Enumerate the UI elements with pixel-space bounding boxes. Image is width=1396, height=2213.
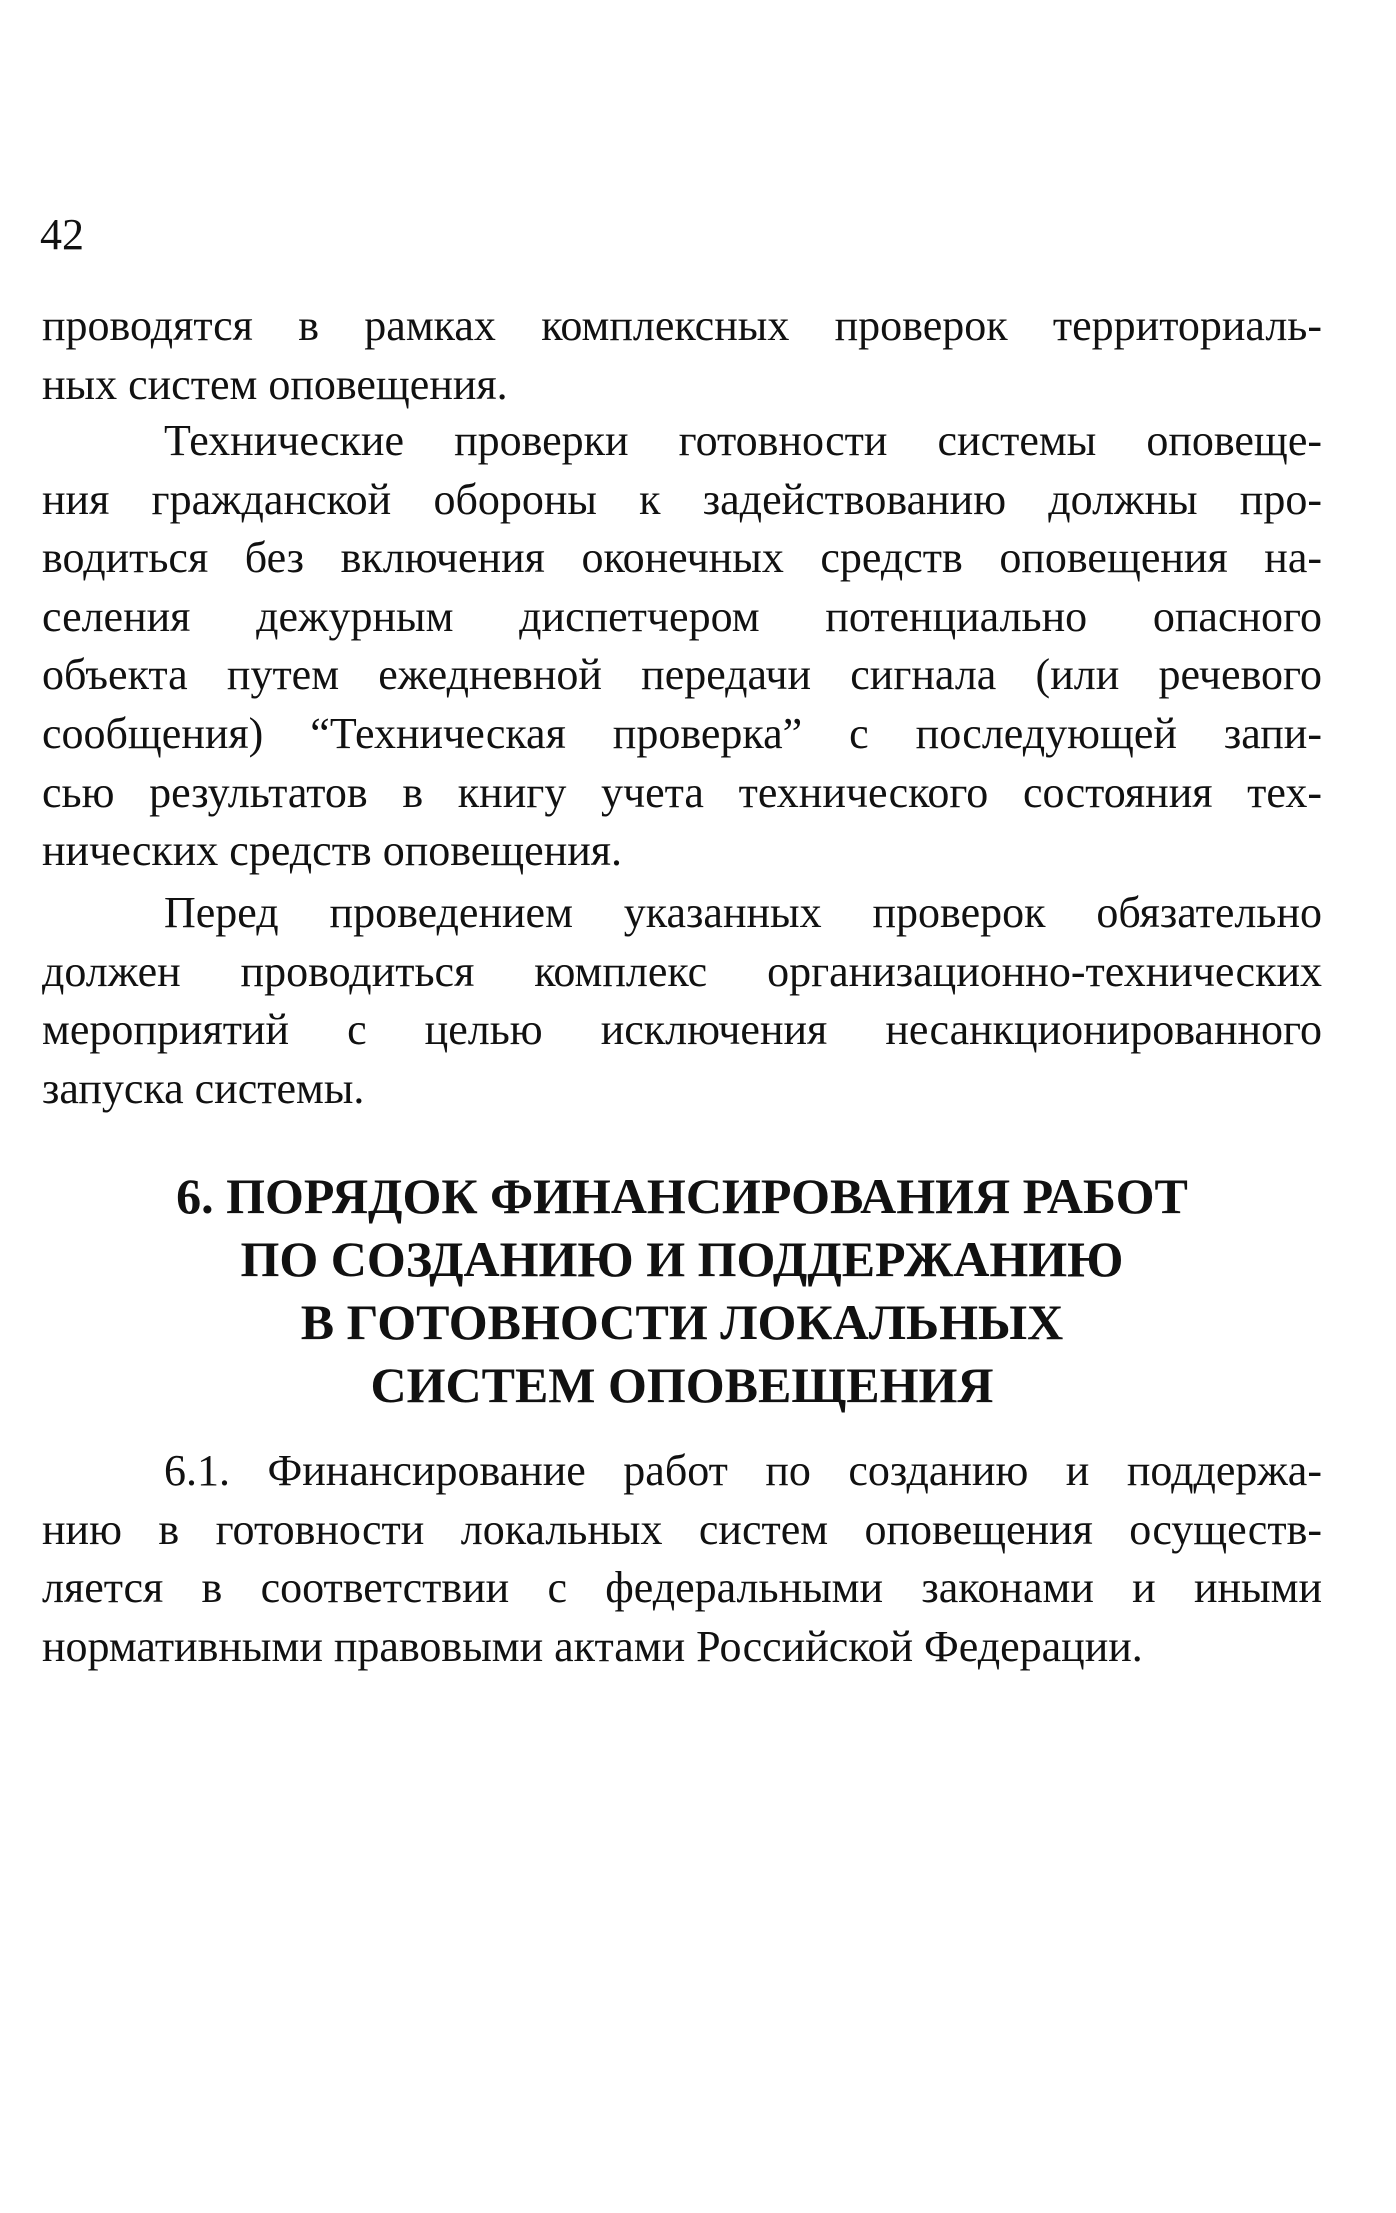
paragraph-technical-checks [42,412,1322,881]
page-number: 42 [40,210,84,259]
text-line: 6.1. Финансирование работ по созданию и поддержа- [164,1446,1322,1495]
text-line: нормативными правовыми актами Российской Федерации. [42,1621,1143,1671]
text-line: объекта путем ежедневной передачи сигнала (или речевого [42,650,1322,700]
text-line: нию в готовности локальных систем оповещения осуществ- [42,1504,1322,1554]
text-line: должен проводиться комплекс организационно-технических [42,946,1322,996]
heading-line: 6. ПОРЯДОК ФИНАНСИРОВАНИЯ РАБОТ [176,1168,1188,1224]
text-line: сью результатов в книгу учета технического состояния тех- [42,767,1322,817]
text-line: селения дежурным диспетчером потенциально опасного [42,591,1322,641]
text-line: водиться без включения оконечных средств оповещения на- [42,533,1322,583]
text-line: ных систем оповещения. [42,359,508,409]
paragraph-6-1 [42,1442,1322,1676]
heading-line: СИСТЕМ ОПОВЕЩЕНИЯ [370,1357,994,1413]
text-line: запуска системы. [42,1063,365,1113]
paragraph-preparatory-measures [42,884,1322,1118]
text-line: мероприятий с целью исключения несанкционированного [42,1005,1322,1055]
paragraph-continuation [42,297,1322,414]
text-line: Перед проведением указанных проверок обязательно [164,888,1322,937]
heading-line: В ГОТОВНОСТИ ЛОКАЛЬНЫХ [300,1294,1064,1350]
text-line: Технические проверки готовности системы оповеще- [164,416,1322,465]
text-line: ния гражданской обороны к задействованию должны про- [42,474,1322,524]
text-line: нических средств оповещения. [42,826,623,876]
text-line: сообщения) “Техническая проверка” с последующей запи- [42,708,1322,758]
heading-line: ПО СОЗДАНИЮ И ПОДДЕРЖАНИЮ [240,1231,1124,1287]
text-line: проводятся в рамках комплексных проверок территориаль- [42,301,1322,350]
section-heading [42,1165,1322,1417]
text-line: ляется в соответствии с федеральными законами и иными [42,1563,1322,1613]
